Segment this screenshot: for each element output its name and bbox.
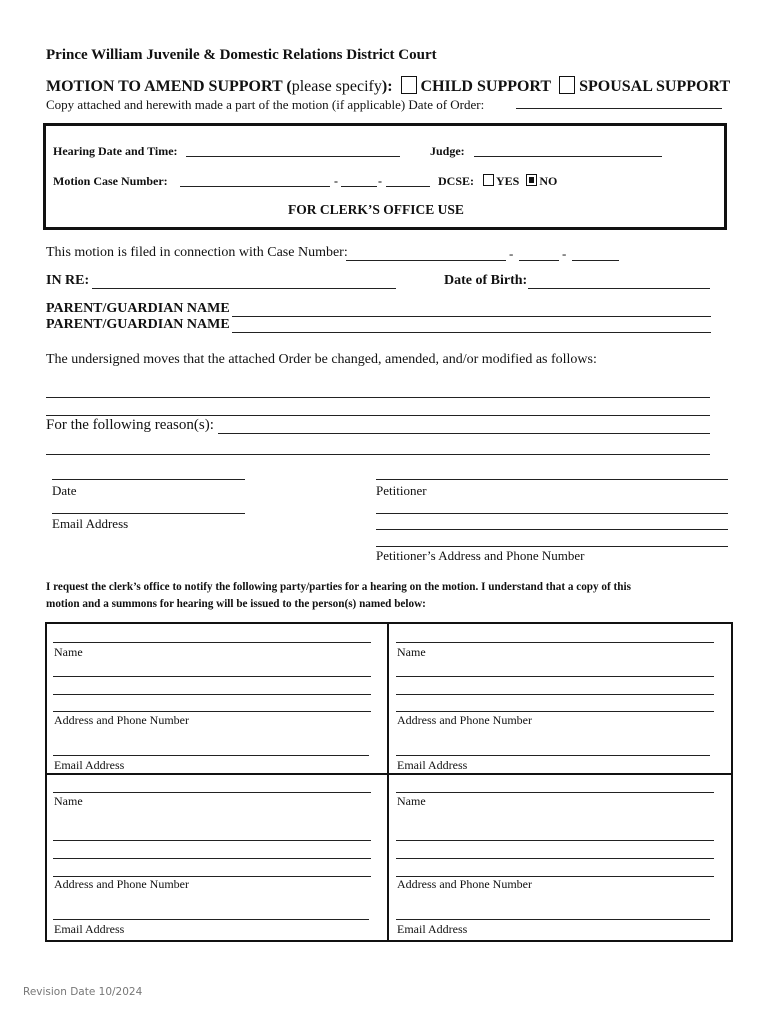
party-address-line[interactable] — [396, 694, 714, 695]
grid-vertical-divider — [387, 622, 389, 941]
date-of-order-field[interactable] — [516, 108, 722, 109]
dash-separator: - — [334, 174, 338, 188]
parent-guardian-field-2[interactable] — [232, 332, 711, 333]
party-name-field[interactable] — [396, 792, 714, 793]
date-of-birth-field[interactable] — [528, 288, 710, 289]
dcse-yes-checkbox[interactable] — [483, 174, 494, 186]
petitioner-label: Petitioner — [376, 483, 427, 498]
parent-guardian-field-1[interactable] — [232, 316, 711, 317]
party-name-label: Name — [397, 794, 426, 808]
party-address-label: Address and Phone Number — [54, 877, 189, 891]
parent-guardian-label-1: PARENT/GUARDIAN NAME — [46, 301, 230, 316]
party-email-label: Email Address — [54, 758, 125, 772]
party-email-label: Email Address — [397, 922, 468, 936]
clerk-office-use-label: FOR CLERK’S OFFICE USE — [288, 202, 464, 217]
party-email-label: Email Address — [397, 758, 468, 772]
party-name-field[interactable] — [53, 792, 371, 793]
hearing-date-label: Hearing Date and Time: — [53, 144, 178, 158]
party-address-line[interactable] — [53, 840, 371, 841]
undersigned-text: The undersigned moves that the attached Order be changed, amended, and/or modified as follows: — [46, 352, 597, 367]
parties-grid — [45, 622, 733, 942]
party-name-label: Name — [54, 794, 83, 808]
party-address-line[interactable] — [53, 676, 371, 677]
party-address-label: Address and Phone Number — [397, 713, 532, 727]
party-address-line[interactable] — [396, 711, 714, 712]
in-re-label: IN RE: — [46, 273, 90, 288]
in-re-field[interactable] — [92, 288, 396, 289]
email-signature-field[interactable] — [52, 513, 245, 514]
petitioner-address-line-2[interactable] — [376, 529, 728, 530]
motion-title-row — [46, 76, 730, 96]
party-name-field[interactable] — [53, 642, 371, 643]
grid-horizontal-divider — [45, 773, 732, 775]
party-address-line[interactable] — [53, 858, 371, 859]
party-address-line[interactable] — [396, 676, 714, 677]
party-address-line[interactable] — [396, 840, 714, 841]
motion-case-number-field-1[interactable] — [180, 186, 330, 187]
dcse-no-checkbox[interactable] — [526, 174, 537, 186]
motion-specify: please specify — [291, 78, 382, 95]
party-address-line[interactable] — [53, 694, 371, 695]
notify-text-line-1: I request the clerk’s office to notify the following party/parties for a hearing on the motion. I understand that a copy of this — [46, 581, 631, 593]
party-name-label: Name — [397, 645, 426, 659]
party-address-line[interactable] — [53, 711, 371, 712]
motion-close: ): — [381, 78, 393, 95]
judge-label: Judge: — [430, 144, 465, 158]
email-label: Email Address — [52, 516, 129, 531]
party-name-field[interactable] — [396, 642, 714, 643]
spousal-support-checkbox[interactable] — [559, 76, 575, 94]
motion-case-number-field-2[interactable] — [341, 186, 377, 187]
court-title: Prince William Juvenile & Domestic Relations District Court — [46, 47, 437, 63]
petitioner-address-line-3[interactable] — [376, 546, 728, 547]
copy-attached-text: Copy attached and herewith made a part of the motion (if applicable) Date of Order: — [46, 97, 485, 112]
motion-case-number-label: Motion Case Number: — [53, 174, 168, 188]
dash-separator: - — [378, 174, 382, 188]
filed-in-connection-text: This motion is filed in connection with Case Number: — [46, 245, 348, 260]
modification-line-1[interactable] — [46, 397, 710, 398]
party-email-label: Email Address — [54, 922, 125, 936]
date-signature-field[interactable] — [52, 479, 245, 480]
party-address-label: Address and Phone Number — [54, 713, 189, 727]
petitioner-field[interactable] — [376, 479, 728, 480]
dcse-label: DCSE: — [438, 174, 475, 188]
dash-separator: - — [562, 246, 567, 261]
spousal-support-label: SPOUSAL SUPPORT — [579, 78, 731, 95]
party-email-field[interactable] — [396, 755, 710, 756]
date-of-birth-label: Date of Birth: — [444, 273, 528, 288]
party-name-label: Name — [54, 645, 83, 659]
notify-text-line-2: motion and a summons for hearing will be issued to the person(s) named below: — [46, 598, 426, 610]
party-address-line[interactable] — [396, 858, 714, 859]
petitioner-address-line-1[interactable] — [376, 513, 728, 514]
revision-date: Revision Date 10/2024 — [23, 986, 143, 998]
date-label: Date — [52, 483, 77, 498]
party-email-field[interactable] — [396, 919, 710, 920]
reasons-line-1[interactable] — [218, 433, 710, 434]
child-support-label: CHILD SUPPORT — [420, 78, 552, 95]
dash-separator: - — [509, 246, 514, 261]
hearing-date-field[interactable] — [186, 156, 400, 157]
judge-field[interactable] — [474, 156, 662, 157]
case-number-field-2[interactable] — [519, 260, 559, 261]
petitioner-address-label: Petitioner’s Address and Phone Number — [376, 548, 585, 563]
child-support-checkbox[interactable] — [401, 76, 417, 94]
case-number-field-1[interactable] — [346, 260, 506, 261]
modification-line-2[interactable] — [46, 415, 710, 416]
party-address-label: Address and Phone Number — [397, 877, 532, 891]
parent-guardian-label-2: PARENT/GUARDIAN NAME — [46, 317, 230, 332]
party-email-field[interactable] — [53, 919, 369, 920]
party-email-field[interactable] — [53, 755, 369, 756]
case-number-field-3[interactable] — [572, 260, 619, 261]
dcse-yes-label: YES — [496, 174, 520, 188]
reasons-line-2[interactable] — [46, 454, 710, 455]
motion-case-number-field-3[interactable] — [386, 186, 430, 187]
reasons-label: For the following reason(s): — [46, 417, 214, 433]
motion-title: MOTION TO AMEND SUPPORT ( — [46, 78, 292, 95]
dcse-row — [438, 174, 557, 189]
dcse-no-label: NO — [539, 174, 558, 188]
